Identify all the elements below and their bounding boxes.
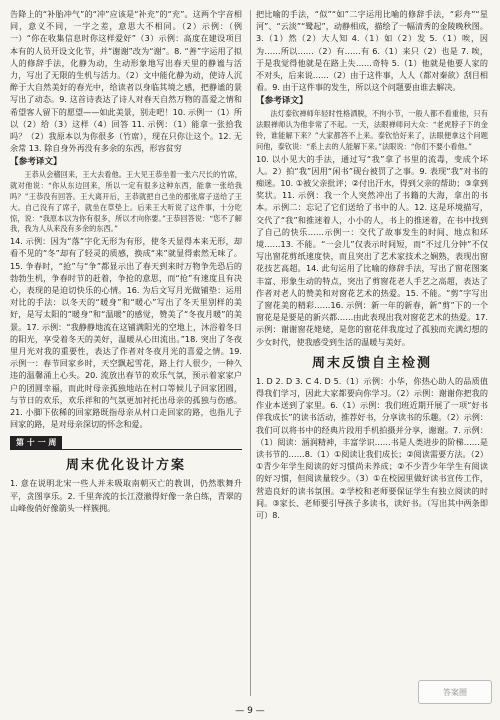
page — [10, 8, 490, 698]
answer-paragraph: 告降上的“补胎冲气”的“冲”应该是“补充”的“充”。这两个字音相同，意义不同，一字之差，意思大不相同。（2）示例：（例一）“你在收集信息时你这样爱好”（3）示例：高度在建设项目本有的人员开设文化节，并“谢谢”改为“谢”。8. “善”字运用了拟人的修辞手法，化静为动，生动形象地写出春天里的静谧与活力，写出了无限的生机与活力。（2）文中能化静为动，使诗人沉醉于大自然美好的春光中，给读者以身临其境之感，把静谧的景写出了动态。9. 这首诗表达了诗人对春天自然万物的喜爱之情和希望客人留下的愿望——如此美景，别走吧！10. 示例一（1）所以（2）给（3）这样（4）回答 11. 示例：（1）能拿一张拾我吗？（2）我原本以为你很多（竹席），现在只你让这个。12. 无余常 13. 除自身外再没有多余的东西，形容贫穷 — [10, 9, 242, 154]
answer-paragraph: 1. 意在说明北宋一些人并未吸取南朝灭亡的教训，仍然歌舞升平，贪图享乐。2. 千里奔流的长江澄澈得好像一条白练，青翠的山峰俊俏好像箭头一样簇拥。 — [10, 478, 242, 513]
watermark-logo — [418, 680, 492, 704]
divider-line — [10, 449, 242, 450]
left-column — [10, 8, 242, 698]
right-column — [256, 8, 488, 698]
answer-paragraph: 把比喻的手法，“似”“如”二字运用比喻的修辞手法，“彩舟”“星河”、“云淡”“鹭起”，动静相成，描绘了一幅清秀的金陵晚秋图。3.（1）然（2）大人知 4.（1）如（2）发 5.（1）唉，因为……所以……（2）有……有 6.（1）来只（2）也是 7. 唉，于是我觉得他就是在路上失……奇特 5.（1）他就是他要人家的不对头，后来说……（2）由于这件事，人人（都对秦欲）刮目相看。9. 由于这件事的发生，所以这个问题要由谁去解决。 — [256, 9, 488, 93]
answer-paragraph: 10. 以小见大的手法，通过写“我”拿了书里的流毒，变成个坏人。2）拍“我”因用“闲书”砚台被罚了之事。9. 表现“我”对书的痴迷。10. ①被父亲批评；②付出汗水，得到父亲的帮助；③拿到奖状。11. 示例：我一个人突然冲出了书籍的大海，拿出的书本。示例二：忘记了它们送给了书中的人。12. 这是环境描写，交代了“我”和推迷着人，小小的人，书上的推迷着，在书中找到了自己的快乐……示例一：交代了故事发生的时间、地点和环境……13. 不能。“一会儿”仅表示时间短，而“不过几分钟”不仅写出窗花剪纸速度快，而且突出了艺术家技术之娴熟，表现出窗花技艺高超。14. 此句运用了比喻的修辞手法，写出了窗花图案丰富、形象生动的特点，突出了剪窗花老人手艺之高超，表达了作者对老人的赞美和对窗花艺术的热爱。15. 不能。“剪”字写出了窗花美的精彩……16. 示例：新一年的新春，新“剪”下的一个窗花是是要是的新兴都……由此表现出我对窗花艺术的热爱。17. 示例：谢谢窗花姥姥，是您的窗花伴我度过了孤独而充满幻想的少女时代，使我感受到生活的温暖与美好。 — [256, 153, 488, 347]
reference-translation: 法灯泰钦禅师年轻时性格洒脱，不拘小节，一般人都不看重他，只有法眼禅师认为他非常了不起。一天，法眼禅师问大众：“老虎脖子下的金铃，谁能解下来？”大家都答不上来。泰钦恰好来了，法眼便拿这个问题问他，泰钦说：“系上去的人能解下来。”法眼说：“你们不要小看他。” — [256, 109, 488, 151]
section-title: 周末优化设计方案 — [65, 458, 186, 474]
week-tag: 第 十 一 周 — [10, 436, 62, 449]
reference-translation: 王恭从会稽回来，王大去看他。王大见王恭坐着一张六尺长的竹席，就对他说：“你从东边回来，所以一定有很多这种东西，能拿一张给我吗？”王恭没有回答。王大离开后，王恭就把自己坐的那张席子送给了王大。自己没有了席子，就坐在草垫上。后来王大听说了这件事，十分吃惊，说：“我原本以为你有很多，所以才向你要。”王恭回答说：“您不了解我，我为人从来没有多余的东西。” — [10, 170, 242, 234]
reference-translation-heading: 【参考译文】 — [10, 157, 62, 168]
section-title: 周末反馈自主检测 — [311, 355, 432, 371]
column-divider — [250, 10, 251, 696]
answer-paragraph: 14. 示例：因为“落”字化无形为有形，使冬天显得本来无形，却看不见的“冬”却有了轻灵的质感，换成“来”就显得索然无味了。15. 争春时，“抢”与“争”都显示出了春天到来时万物争先恐后的勃勃生机，争春时节的赶着，争抢的意思，而“抢”有速度且有决心，表现的是迫切快乐的心情。16. 为后文写月光做铺垫：运用对比的手法：以冬天的“暖身”和“暖心”写出了冬天里别样的美好，是写太阳的“暖身”和“温暖”的感觉，赞美了“冬夜月暖”的美景。17. 示例：“我静静地流在这铺满阳光的空地上，沐浴着冬日的阳光，享受着冬天的美好，温暖从心田流出。”18. 突出了冬夜里月光对我的重要性，表达了作者对冬夜月光的喜爱之情。19. 示例一：春节回家乡时，天空飘起雪花，路上行人很少，一种久违的温馨涌上心头。20. 流放出春节的欢乐气氛，预示着家家户户的团圆幸福，而此时母亲孤独地站在村口等候儿子回家团圆，与节日的欢乐，欢乐祥和的气氛更加衬托出母亲的孤独与伤感。21. 小脚下依稀的回家路既指母亲从村口走回家的路，也指儿子回家的路，是对母亲深切的怀念和爱。 — [10, 236, 242, 430]
reference-translation-heading: 【参考译文】 — [256, 96, 308, 107]
page-number: — 9 — — [235, 706, 265, 716]
answer-paragraph: 1. D 2. D 3. C 4. D 5.（1）示例：小华，你热心助人的品质值得我们学习，因此大家都要向你学习。（2）示例：谢谢你把我的作业本送到了家里。6.（1）示例：我们班近期开展了一项“好书伴我成长”的读书活动，推荐好书，分享读书的乐趣。（2）示例：我们可以将书中的经典片段用手机拍摄并分享，谢谢。7. 示例：（1）阅读：涵润精神，丰富学识……书是人类进步的阶梯……是读书节的……8.（1）①阅读让我们成长；②阅读需要方法。（2）①青少年学生阅读的好习惯尚未养成；②不少青少年学生有阅读的好习惯，但阅读量较少。（3）①在校园里做好读书宣传工作，营造良好的读书氛围。②学校和老师要保证学生有独立阅读的时间。③家长、老师要引导孩子多读书，读好书。（写出其中两条即可）8. — [256, 375, 488, 521]
watermark-text: 答案圈 — [443, 687, 467, 697]
